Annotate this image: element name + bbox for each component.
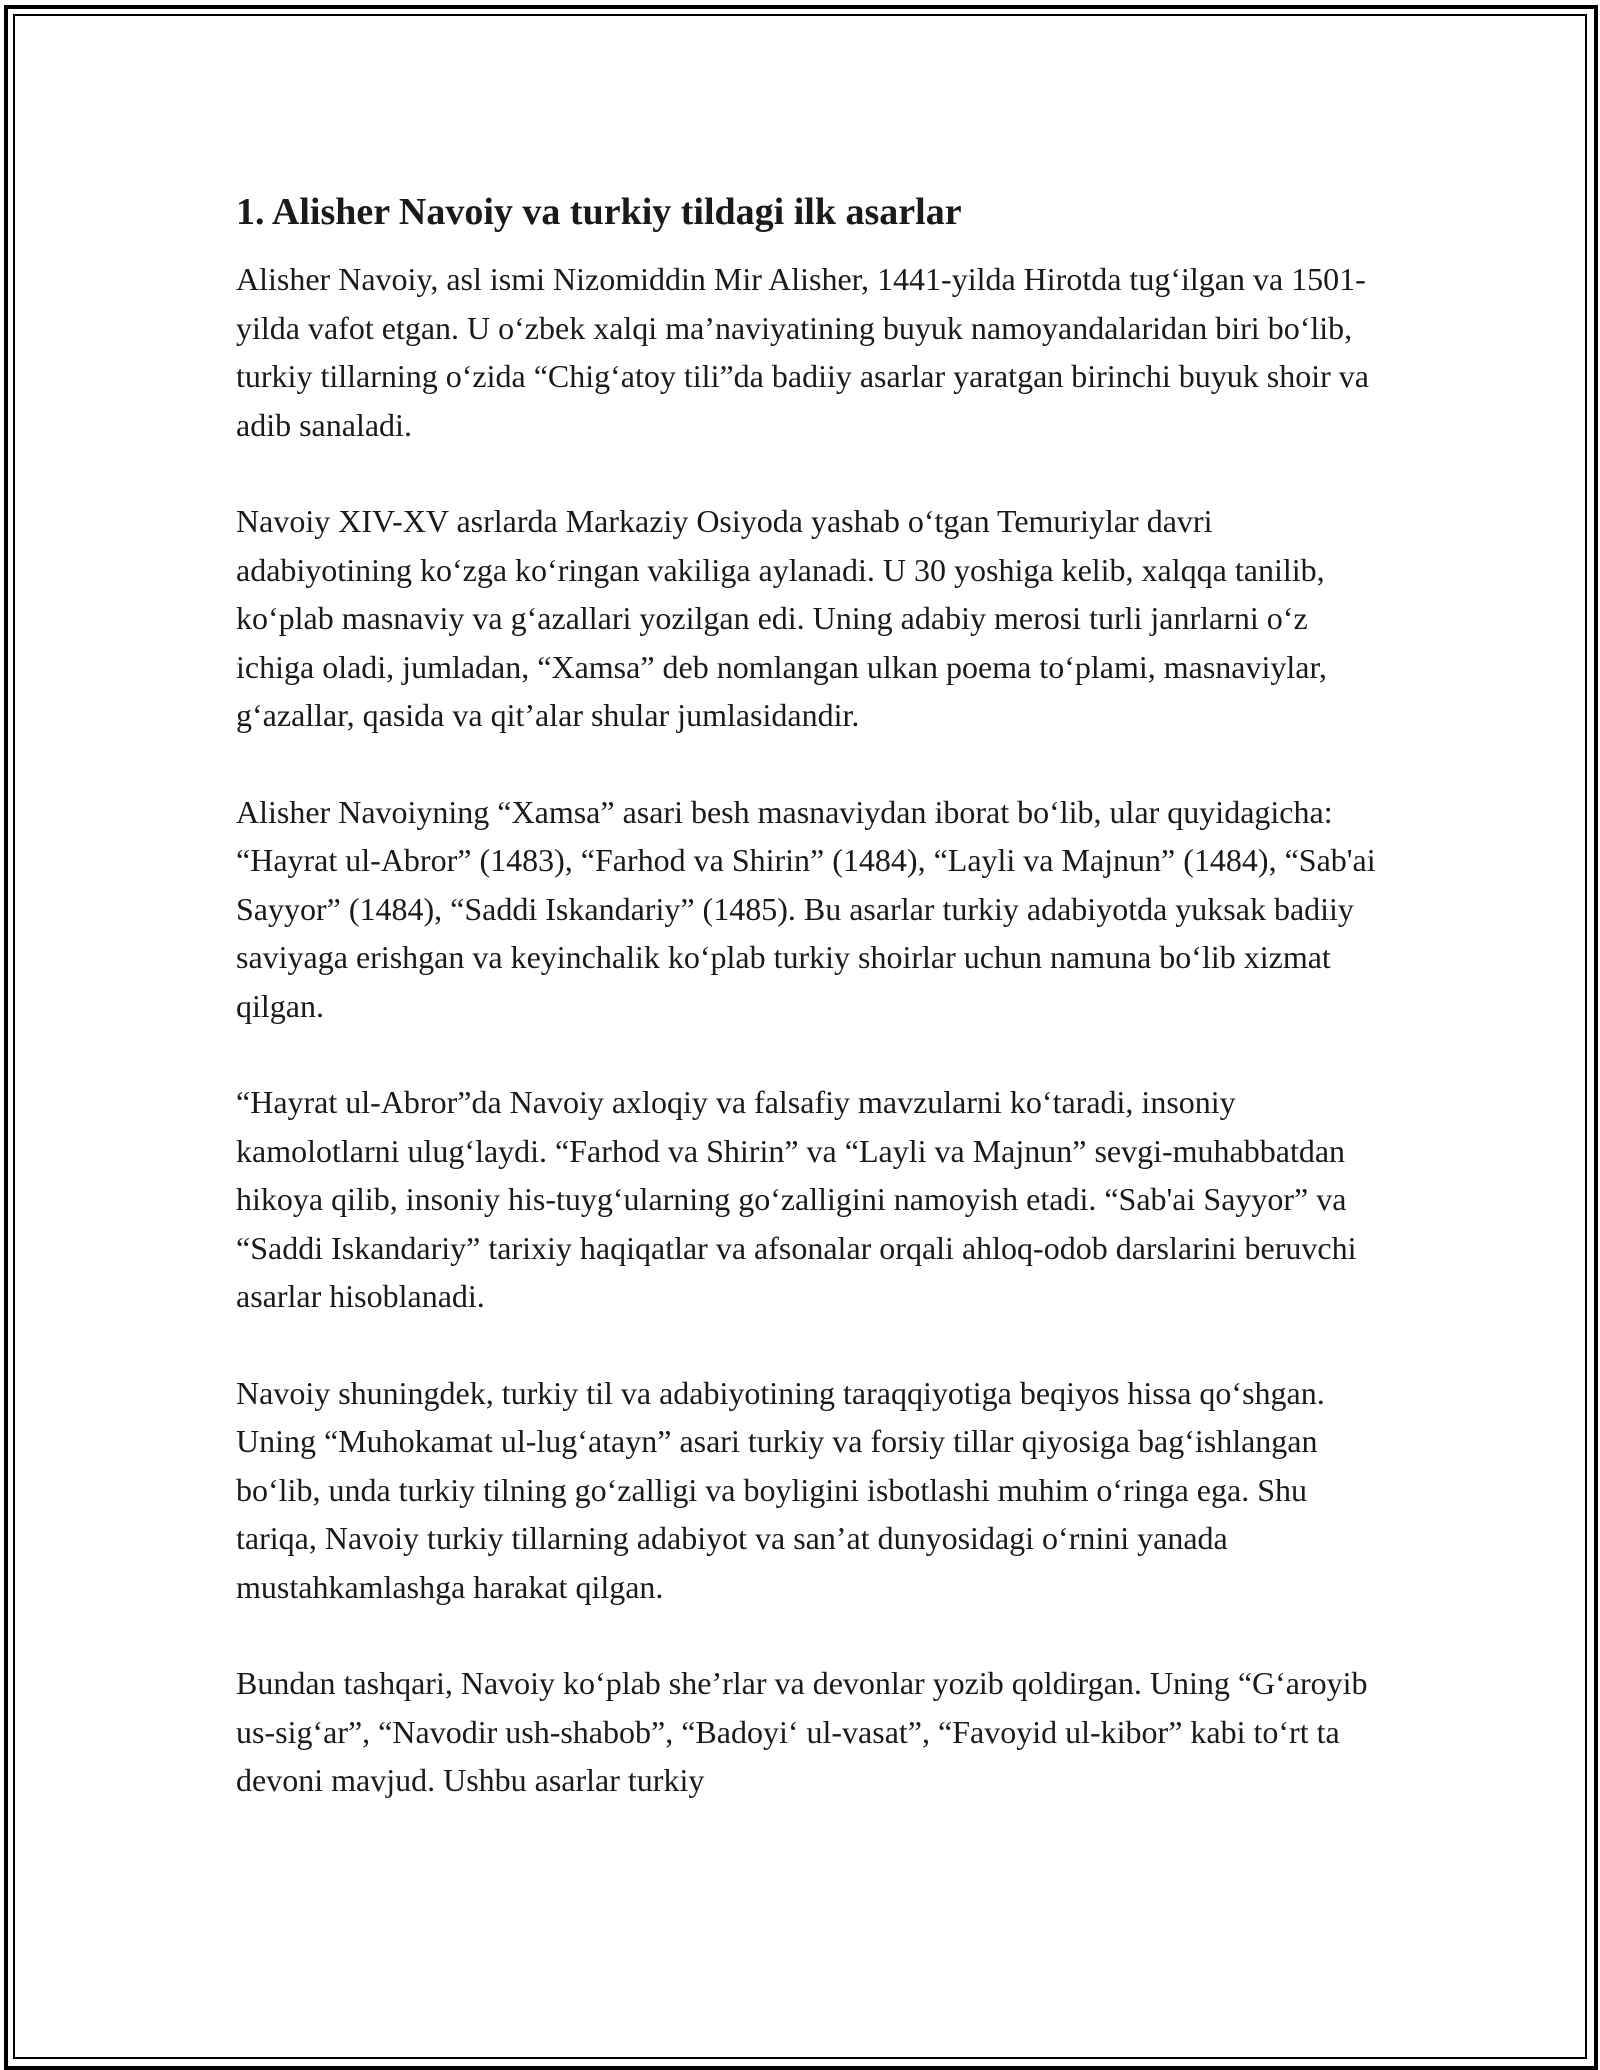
paragraph: Navoiy XIV-XV asrlarda Markaziy Osiyoda yashab o‘tgan Temuriylar davri adabiyotining ko‘zga ko‘ringan vakiliga aylanadi. U 30 yoshiga kelib, xalqqa tanilib, ko‘plab masnaviy va g‘azallari yozilgan edi. Uning adabiy merosi turli janrlarni o‘z ichiga oladi, jumladan, “Xamsa” deb nomlangan ulkan poema to‘plami, masnaviylar, g‘azallar, qasida va qit’alar shular jumlasidandir. xyxy=(236,503,1327,733)
document-body xyxy=(236,186,1386,1853)
paragraph: Bundan tashqari, Navoiy ko‘plab she’rlar va devonlar yozib qoldirgan. Uning “G‘aroyib us-sig‘ar”, “Navodir ush-shabob”, “Badoyi‘ ul-vasat”, “Favoyid ul-kibor” kabi to‘rt ta devoni mavjud. Ushbu asarlar turkiy xyxy=(236,1665,1368,1798)
paragraph: “Hayrat ul-Abror”da Navoiy axloqiy va falsafiy mavzularni ko‘taradi, insoniy kamolotlarni ulug‘laydi. “Farhod va Shirin” va “Layli va Majnun” sevgi-muhabbatdan hikoya qilib, insoniy his-tuyg‘ularning go‘zalligini namoyish etadi. “Sab'ai Sayyor” va “Saddi Iskandariy” tarixiy haqiqatlar va afsonalar orqali ahloq-odob darslarini beruvchi asarlar hisoblanadi. xyxy=(236,1084,1357,1314)
paragraph: Alisher Navoiy, asl ismi Nizomiddin Mir Alisher, 1441-yilda Hirotda tug‘ilgan va 1501-yilda vafot etgan. U o‘zbek xalqi ma’naviyatining buyuk namoyandalaridan biri bo‘lib, turkiy tillarning o‘zida “Chig‘atoy tili”da badiiy asarlar yaratgan birinchi buyuk shoir va adib sanaladi. xyxy=(236,261,1369,443)
paragraph: Alisher Navoiyning “Xamsa” asari besh masnaviydan iborat bo‘lib, ular quyidagicha: “Hayrat ul-Abror” (1483), “Farhod va Shirin” (1484), “Layli va Majnun” (1484), “Sab'ai Sayyor” (1484), “Saddi Iskandariy” (1485). Bu asarlar turkiy adabiyotda yuksak badiiy saviyaga erishgan va keyinchalik ko‘plab turkiy shoirlar uchun namuna bo‘lib xizmat qilgan. xyxy=(236,793,1376,1024)
section-title: 1. Alisher Navoiy va turkiy tildagi ilk asarlar xyxy=(236,191,962,233)
paragraph: Navoiy shuningdek, turkiy til va adabiyotining taraqqiyotiga beqiyos hissa qo‘shgan. Uning “Muhokamat ul-lug‘atayn” asari turkiy va forsiy tillar qiyosiga bag‘ishlangan bo‘lib, unda turkiy tilning go‘zalligi va boyligini isbotlashi muhim o‘ringa ega. Shu tariqa, Navoiy turkiy tillarning adabiyot va san’at dunyosidagi o‘rnini yanada mustahkamlashga harakat qilgan. xyxy=(236,1374,1325,1605)
